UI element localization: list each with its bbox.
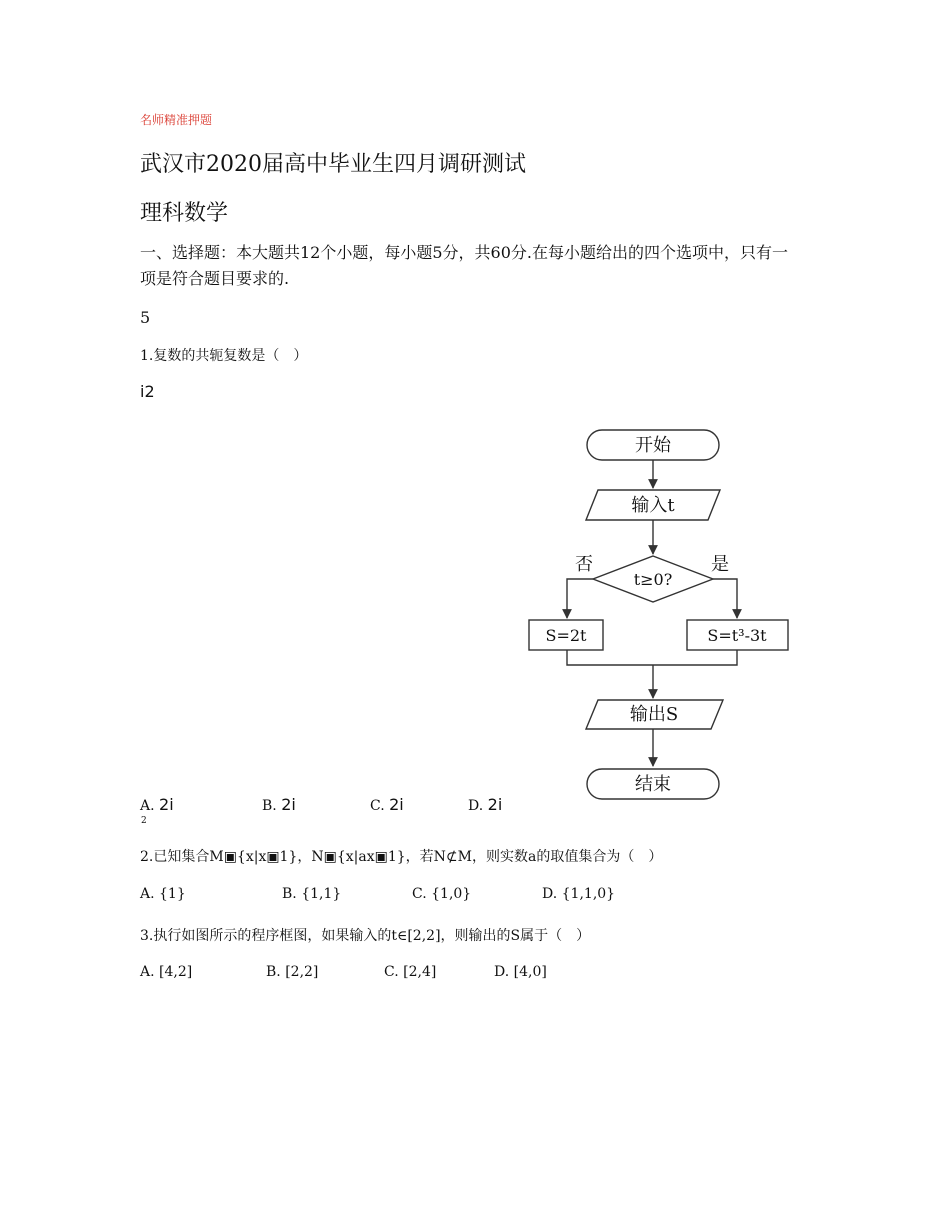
option-value: 2i	[159, 795, 174, 814]
question-2-option-b	[282, 886, 341, 902]
option-label: B.	[262, 798, 277, 814]
option-label: C.	[412, 886, 427, 902]
flow-output-label: 输出S	[629, 704, 679, 725]
flow-end-label: 结束	[635, 774, 671, 795]
question-1-option-b	[262, 795, 296, 814]
document-subtitle: 理科数学	[140, 201, 229, 226]
option-value: {1,1}	[301, 886, 342, 902]
flow-right-process-label: S=t³-3t	[707, 626, 767, 645]
option-value: [2,4]	[403, 964, 437, 980]
question-2-option-a	[140, 886, 186, 902]
question-2-stem: 2.已知集合M▣{x|x▣1}，N▣{x|ax▣1}，若N⊄M，则实数a的取值集合为（ ）	[140, 849, 663, 865]
question-2-option-d	[542, 886, 615, 902]
option-label: B.	[282, 886, 297, 902]
option-label: D.	[468, 798, 484, 814]
option-value: {1,1,0}	[561, 886, 616, 902]
option-label: B.	[266, 964, 281, 980]
question-1-option-c	[370, 795, 404, 814]
flow-start-label: 开始	[635, 435, 671, 456]
option-label: D.	[542, 886, 558, 902]
option-value: 2i	[487, 795, 503, 814]
option-value: {1,0}	[431, 886, 472, 902]
flow-condition-label: t≥0?	[633, 570, 673, 589]
flow-merge-line	[567, 650, 737, 665]
option-label: C.	[384, 964, 399, 980]
question-3-stem: 3.执行如图所示的程序框图，如果输入的t∈[2,2]，则输出的S属于（ ）	[140, 928, 591, 944]
document-title: 武汉市2020届高中毕业生四月调研测试	[140, 152, 526, 177]
question-1-option-d	[468, 795, 502, 814]
question-1-option-a	[140, 795, 174, 814]
option-label: D.	[494, 964, 510, 980]
flow-left-process-label: S=2t	[545, 626, 587, 645]
option-label: C.	[370, 798, 385, 814]
option-value: [2,2]	[285, 964, 319, 980]
program-flowchart	[520, 418, 800, 808]
flow-no-label: 否	[575, 554, 593, 575]
question-1-fraction: i2	[140, 382, 155, 401]
flow-branch-no	[567, 579, 593, 618]
question-1-footnote: 2	[141, 816, 147, 826]
section-intro: 一、选择题：本大题共12个小题，每小题5分，共60分.在每小题给出的四个选项中，只有一项是符合题目要求的.	[140, 243, 788, 288]
flow-yes-label: 是	[711, 554, 729, 575]
question-3-option-a	[140, 964, 192, 980]
flow-branch-yes	[713, 579, 737, 618]
option-label: A.	[140, 964, 155, 980]
question-3-option-d	[494, 964, 547, 980]
option-value: [4,0]	[513, 964, 547, 980]
question-3-option-b	[266, 964, 318, 980]
stray-number: 5	[140, 308, 151, 327]
option-value: 2i	[389, 795, 404, 814]
question-3-option-c	[384, 964, 436, 980]
option-label: A.	[140, 886, 155, 902]
option-value: 2i	[281, 795, 296, 814]
question-1-stem: 1.复数的共轭复数是（ ）	[140, 348, 308, 364]
header-tag: 名师精准押题	[140, 113, 213, 127]
option-value: {1}	[159, 886, 186, 902]
option-label: A.	[140, 798, 155, 814]
question-2-option-c	[412, 886, 471, 902]
flow-input-label: 输入t	[631, 495, 675, 516]
option-value: [4,2]	[159, 964, 193, 980]
